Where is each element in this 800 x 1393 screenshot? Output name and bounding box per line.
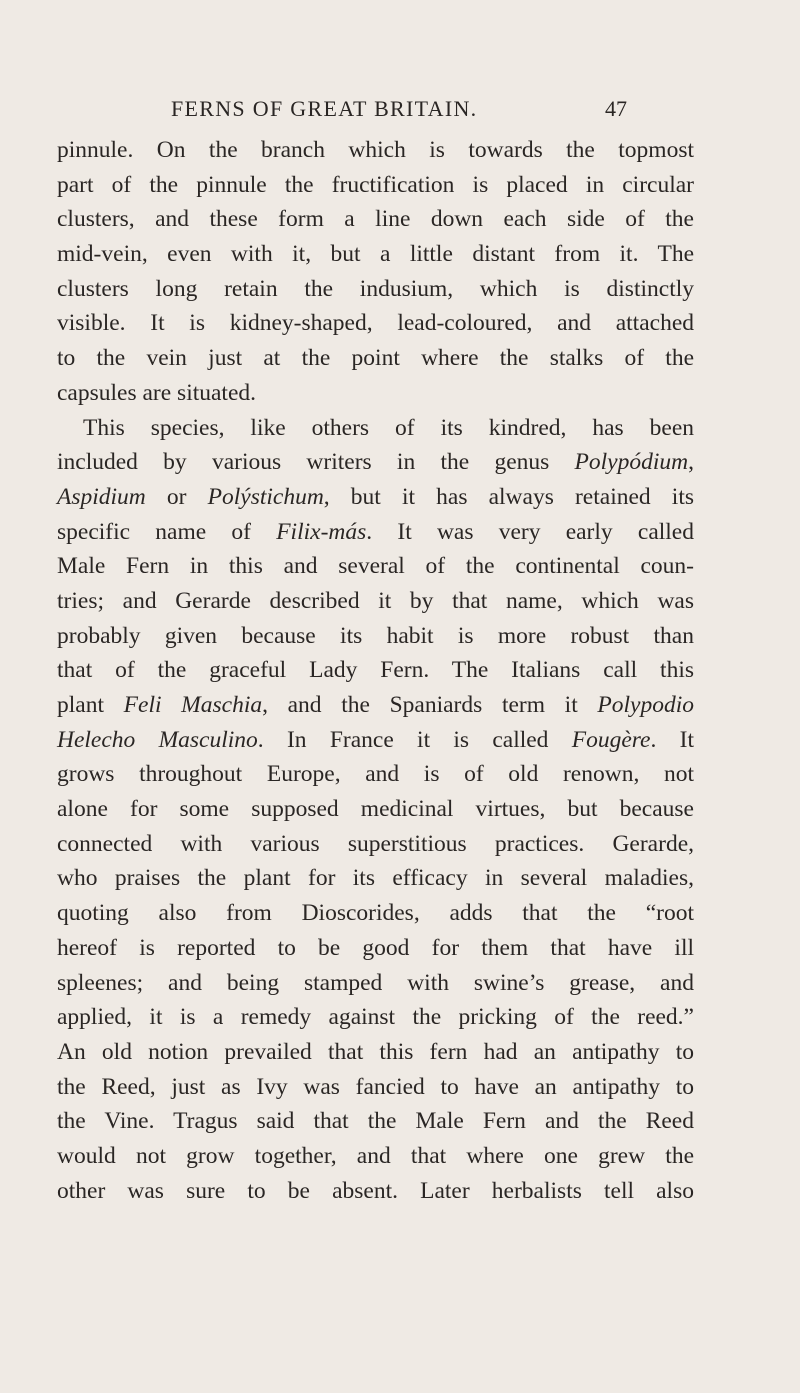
text-line: that of the graceful Lady Fern. The Italians call this — [57, 657, 694, 684]
text-line: mid-vein, even with it, but a little distant from it. The — [57, 241, 694, 268]
text-line: Male Fern in this and several of the continental coun- — [57, 553, 694, 580]
text-line: the Reed, just as Ivy was fancied to have an antipathy to — [57, 1073, 694, 1100]
text-line: specific name of Filix-más. It was very early called — [57, 518, 694, 545]
text-line: other was sure to be absent. Later herbalists tell also — [57, 1177, 694, 1204]
italic-term: Filix-más — [276, 518, 367, 545]
text-line: An old notion prevailed that this fern had an antipathy to — [57, 1038, 694, 1065]
text-line: clusters long retain the indusium, which is distinctly — [57, 275, 694, 302]
body-text — [57, 133, 694, 1208]
text-line: would not grow together, and that where one grew the — [57, 1142, 694, 1169]
page-number: 47 — [605, 96, 627, 121]
text-line: quoting also from Dioscorides, adds that the “root — [57, 900, 694, 927]
text-line: clusters, and these form a line down each side of the — [57, 206, 694, 233]
text-line: spleenes; and being stamped with swine’s grease, and — [57, 969, 694, 996]
italic-term: Fougère — [571, 726, 651, 753]
text-line: connected with various superstitious practices. Gerarde, — [57, 830, 694, 857]
italic-term: Polýstichum — [207, 483, 324, 510]
italic-term: Feli Maschia — [123, 692, 263, 718]
text-line: who praises the plant for its efficacy in several maladies, — [57, 865, 694, 892]
text-line: hereof is reported to be good for them that have ill — [57, 934, 694, 961]
text-line: part of the pinnule the fructification is placed in circular — [57, 171, 694, 198]
text-line: applied, it is a remedy against the pricking of the reed.” — [57, 1004, 694, 1031]
text-line: the Vine. Tragus said that the Male Fern and the Reed — [57, 1108, 694, 1135]
text-line: probably given because its habit is more robust than — [57, 622, 694, 649]
running-title: FERNS OF GREAT BRITAIN. — [171, 96, 478, 121]
paragraph-end-line: capsules are situated. — [57, 379, 257, 406]
italic-term: Polypódium — [574, 449, 689, 476]
text-line: pinnule. On the branch which is towards the topmost — [57, 137, 694, 163]
text-line: Aspidium or Polýstichum, but it has always retained its — [57, 483, 694, 510]
italic-term: Helecho Masculino — [57, 726, 258, 753]
running-head — [0, 96, 800, 126]
text-line: to the vein just at the point where the stalks of the — [57, 345, 694, 372]
italic-term: Aspidium — [57, 483, 146, 510]
text-line: visible. It is kidney-shaped, lead-coloured, and attached — [57, 310, 694, 337]
text-line: grows throughout Europe, and is of old renown, not — [57, 761, 694, 788]
italic-term: Polypodio — [597, 692, 694, 718]
paragraph-start-line: This species, like others of its kindred, has been — [83, 414, 694, 441]
text-line: included by various writers in the genus Polypódium, — [57, 449, 694, 476]
text-line: plant Feli Maschia, and the Spaniards term it Polypodio — [57, 692, 694, 718]
text-line: alone for some supposed medicinal virtues, but because — [57, 796, 694, 823]
text-line: Helecho Masculino. In France it is called Fougère. It — [57, 726, 694, 753]
text-line: tries; and Gerarde described it by that name, which was — [57, 587, 694, 614]
